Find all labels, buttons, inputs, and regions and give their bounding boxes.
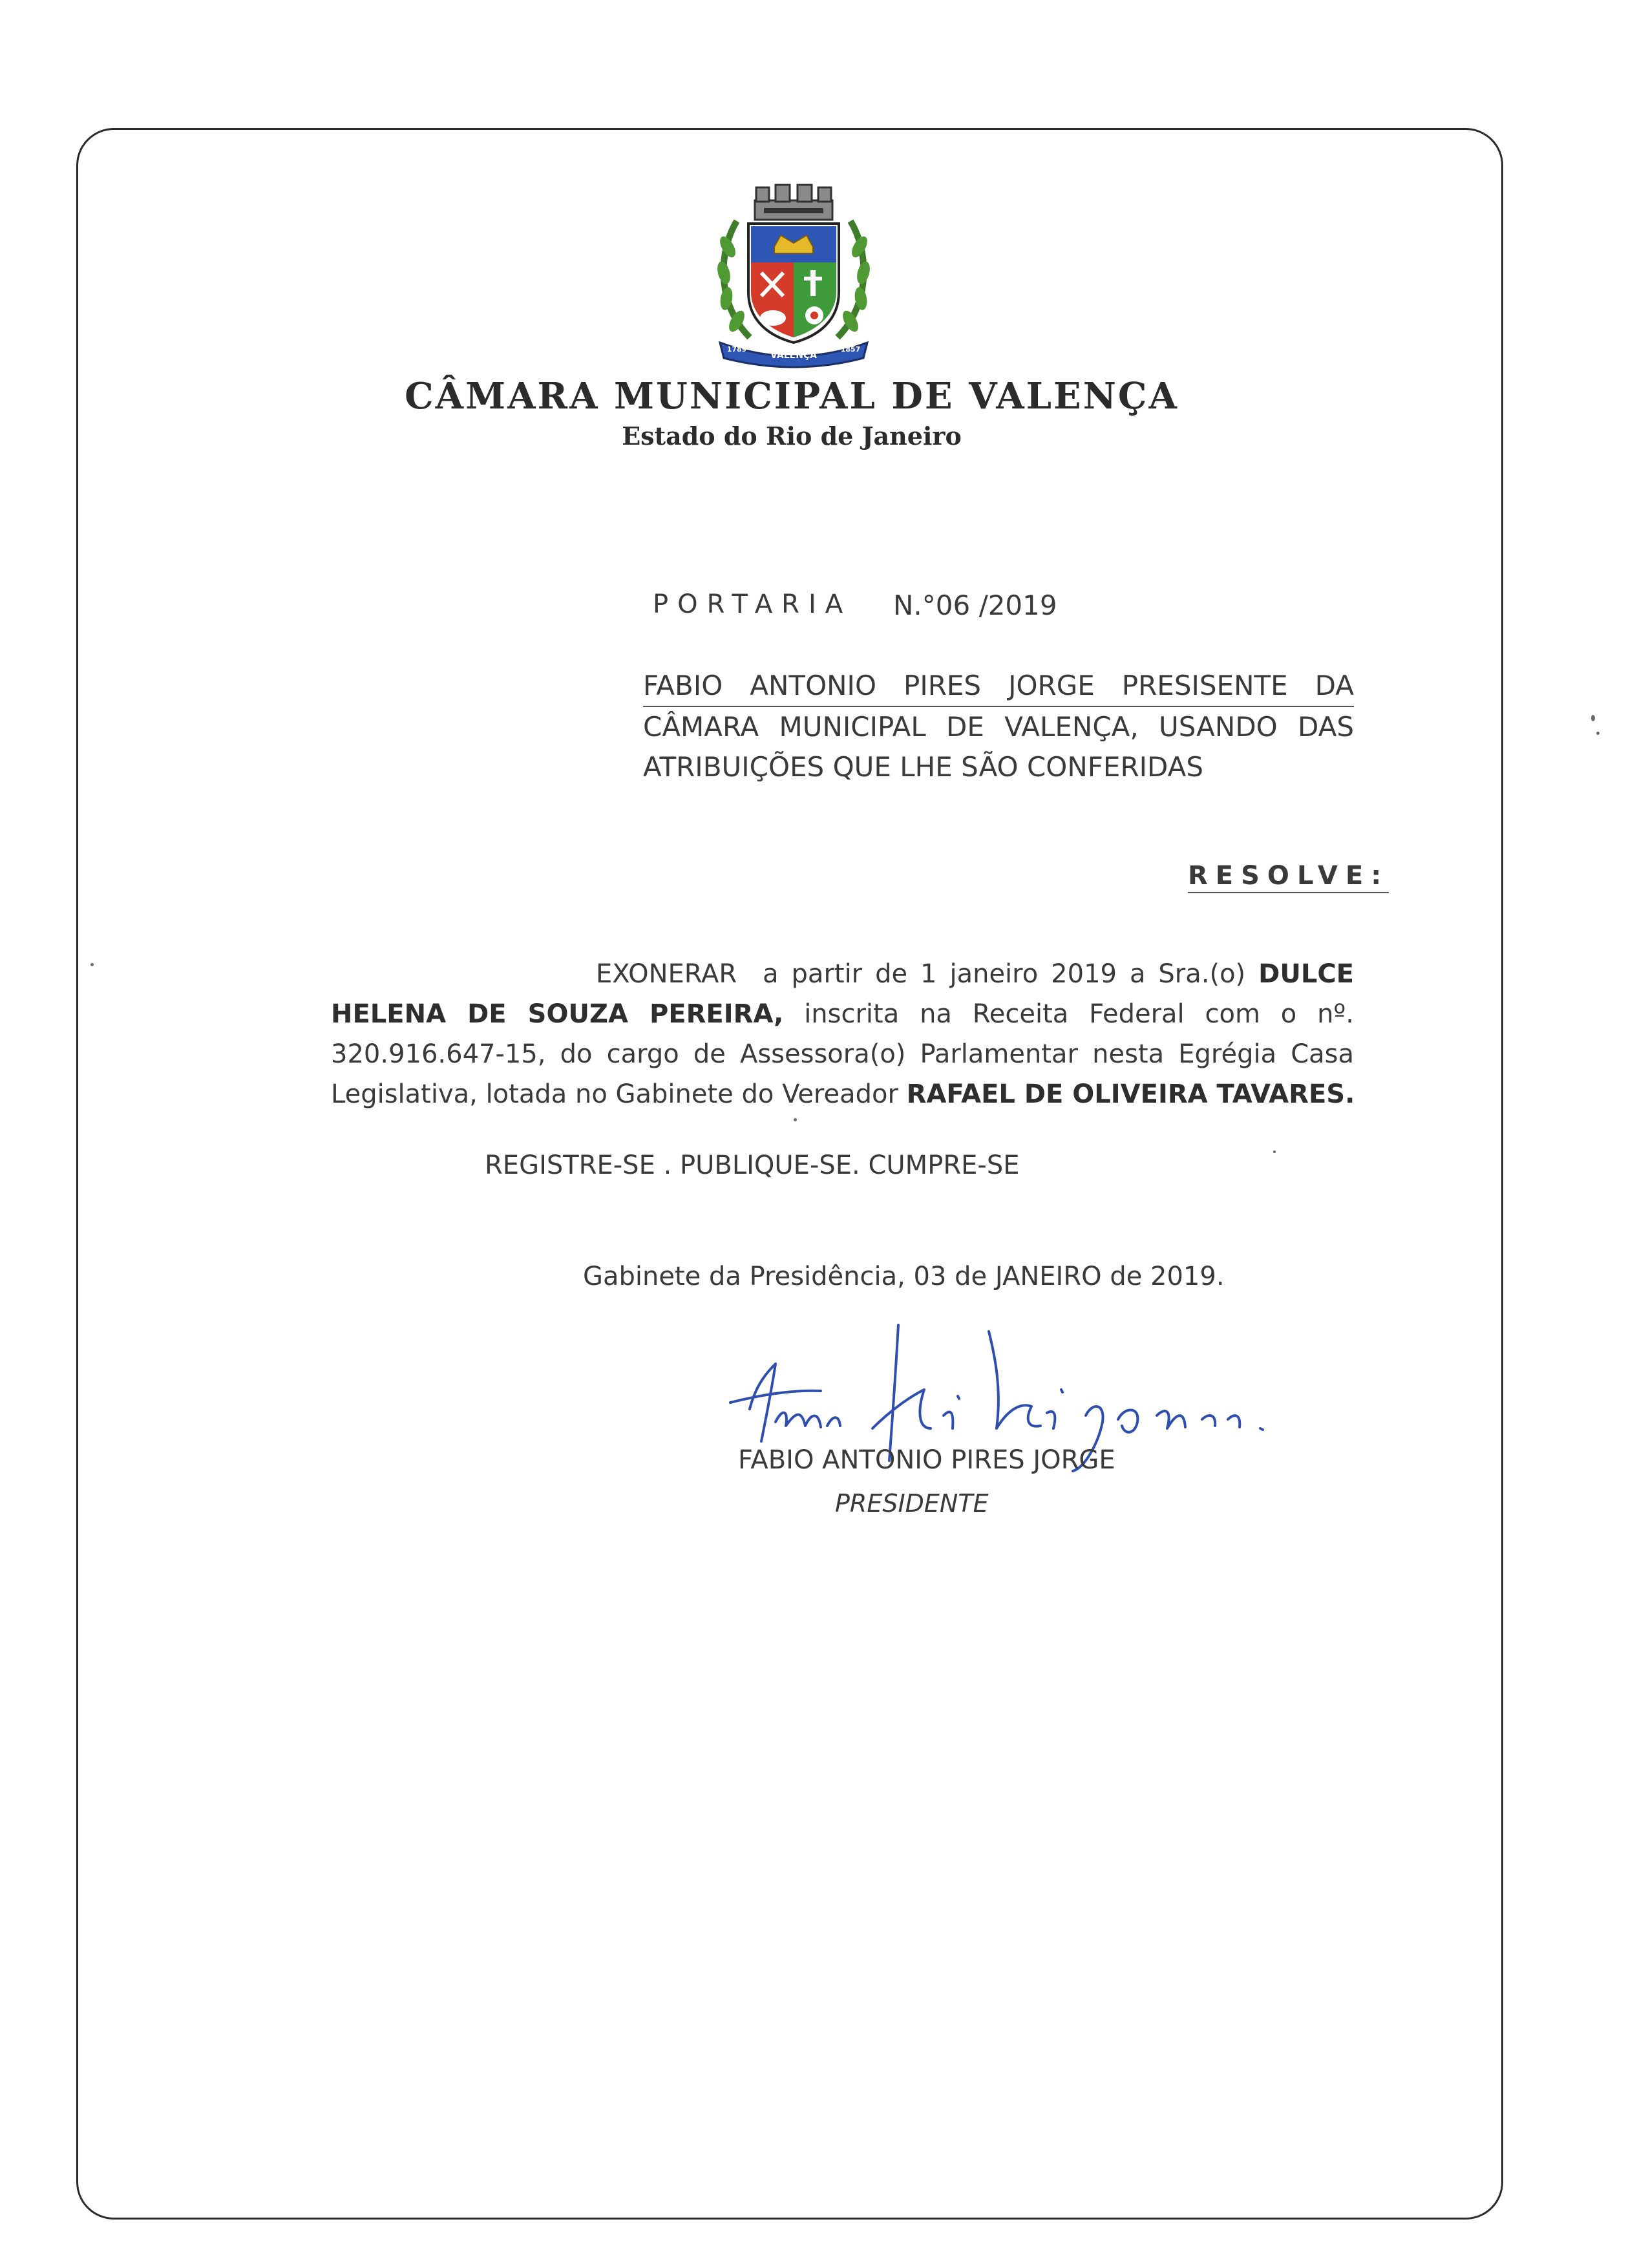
portaria-number: N.°06 /2019 (893, 589, 1057, 621)
signer-title: PRESIDENTE (835, 1489, 989, 1518)
organization-state: Estado do Rio de Janeiro (622, 421, 962, 450)
signer-name: FABIO ANTONIO PIRES JORGE (738, 1445, 1115, 1475)
crest-year-right: 1857 (840, 345, 861, 354)
intro-line-1: FABIO ANTONIO PIRES JORGE PRESISENTE DA (643, 666, 1354, 707)
scan-speck (1591, 715, 1595, 721)
scan-speck (1596, 732, 1600, 735)
scan-speck (1273, 1150, 1276, 1153)
body-line-1-text: a partir de 1 janeiro 2019 a Sra.(o) (763, 959, 1246, 989)
person-name-rest: HELENA DE SOUZA PEREIRA, (331, 999, 784, 1029)
councilor-name: RAFAEL DE OLIVEIRA TAVARES. (906, 1079, 1355, 1109)
body-line-3: 320.916.647-15, do cargo de Assessora(o) Parlamentar nesta Egrégia Casa (331, 1039, 1354, 1069)
portaria-label: PORTARIA (653, 589, 852, 619)
body-line-4-text: Legislativa, lotada no Gabinete do Vereador (331, 1079, 898, 1109)
organization-name: CÂMARA MUNICIPAL DE VALENÇA (405, 375, 1179, 418)
body-line-2 (331, 994, 1354, 1034)
introduction-paragraph (643, 666, 1354, 787)
place-and-date: Gabinete da Presidência, 03 de JANEIRO de 2019. (583, 1262, 1225, 1291)
resolution-body (331, 954, 1354, 1114)
scan-speck (90, 963, 94, 966)
intro-line-2: CÂMARA MUNICIPAL DE VALENÇA, USANDO DAS (643, 711, 1354, 743)
person-name-first: DULCE (1258, 959, 1354, 989)
body-line-1 (331, 954, 1354, 994)
scan-speck (794, 1118, 797, 1121)
body-line-2-text: inscrita na Receita Federal com o nº. (804, 999, 1354, 1029)
resolve-heading: RESOLVE: (1188, 861, 1389, 893)
body-verb: EXONERAR (596, 959, 737, 989)
registre-publique-cumpre: REGISTRE-SE . PUBLIQUE-SE. CUMPRE-SE (485, 1150, 1020, 1180)
coat-of-arms-logo (711, 182, 876, 370)
body-line-4 (331, 1074, 1354, 1114)
crest-ribbon-text: VALENÇA (770, 350, 818, 361)
intro-line-3: ATRIBUIÇÕES QUE LHE SÃO CONFERIDAS (643, 751, 1204, 783)
crest-year-left: 1789 (726, 345, 747, 354)
